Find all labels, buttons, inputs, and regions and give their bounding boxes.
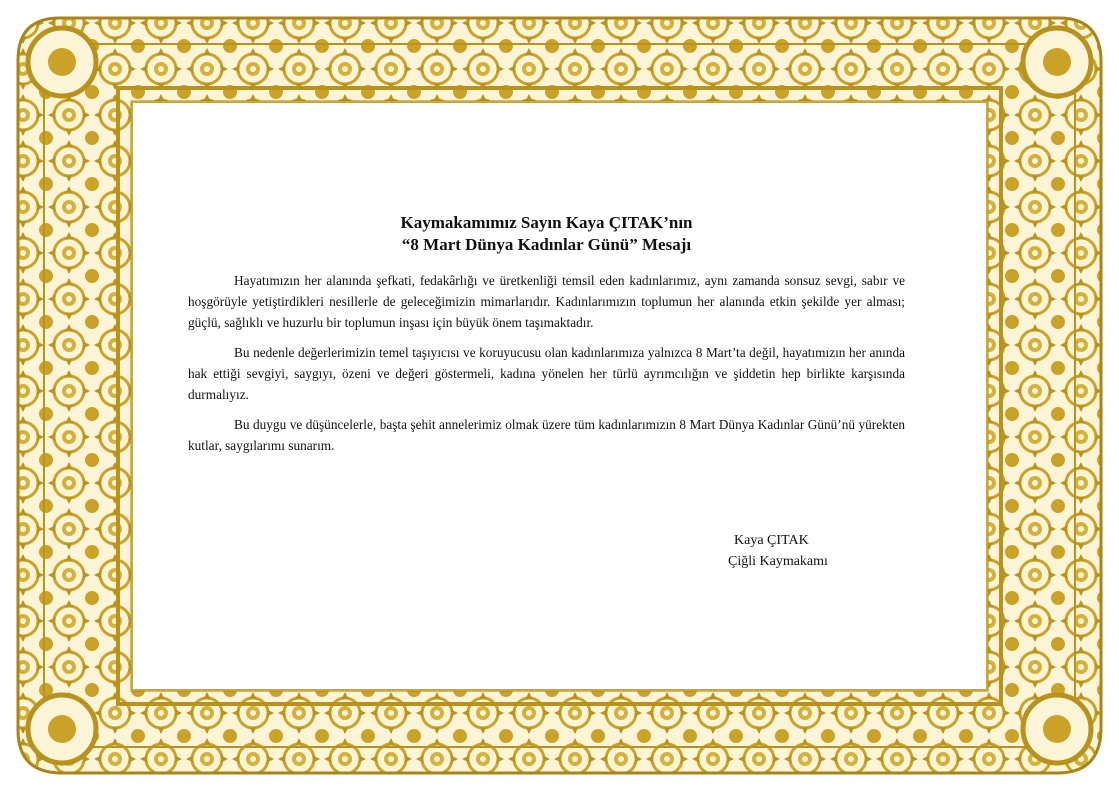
message-title [188, 212, 905, 256]
paragraph-3: Bu duygu ve düşüncelerle, başta şehit annelerimiz olmak üzere tüm kadınlarımızın 8 Mart Dünya Kadınlar Günü’nü yürekten kutlar, saygılarımı sunarım. [188, 417, 905, 453]
signature-block [728, 530, 828, 572]
signature-position: Çiğli Kaymakamı [728, 554, 828, 569]
title-line-1: Kaymakamımız Sayın Kaya ÇITAK’nın [400, 213, 693, 232]
paragraph-2: Bu nedenle değerlerimizin temel taşıyıcısı ve koruyucusu olan kadınlarımıza yalnızca 8 Mart’ta değil, hayatımızın her anında hak ettiği sevgiyi, saygıyı, özeni ve değeri göstermeli, kadına yönelen her türlü ayrımcılığın ve şiddetin hep birlikte karşısında durmalıyız. [188, 345, 905, 402]
title-line-2: “8 Mart Dünya Kadınlar Günü” Mesajı [401, 235, 692, 254]
message-document [188, 212, 905, 465]
message-body [188, 270, 905, 456]
signature-name: Kaya ÇITAK [734, 533, 809, 548]
paragraph-1: Hayatımızın her alanında şefkati, fedakârlığı ve üretkenliği temsil eden kadınlarımız, aynı zamanda sonsuz sevgi, sabır ve hoşgörüyle yetiştirdikleri nesillerle de geleceğimizin mimarlarıdır. Kadınlarımızın toplumun her alanında etkin şekilde yer alması; güçlü, sağlıklı ve huzurlu bir toplumun inşası için büyük önem taşımaktadır. [188, 273, 905, 330]
